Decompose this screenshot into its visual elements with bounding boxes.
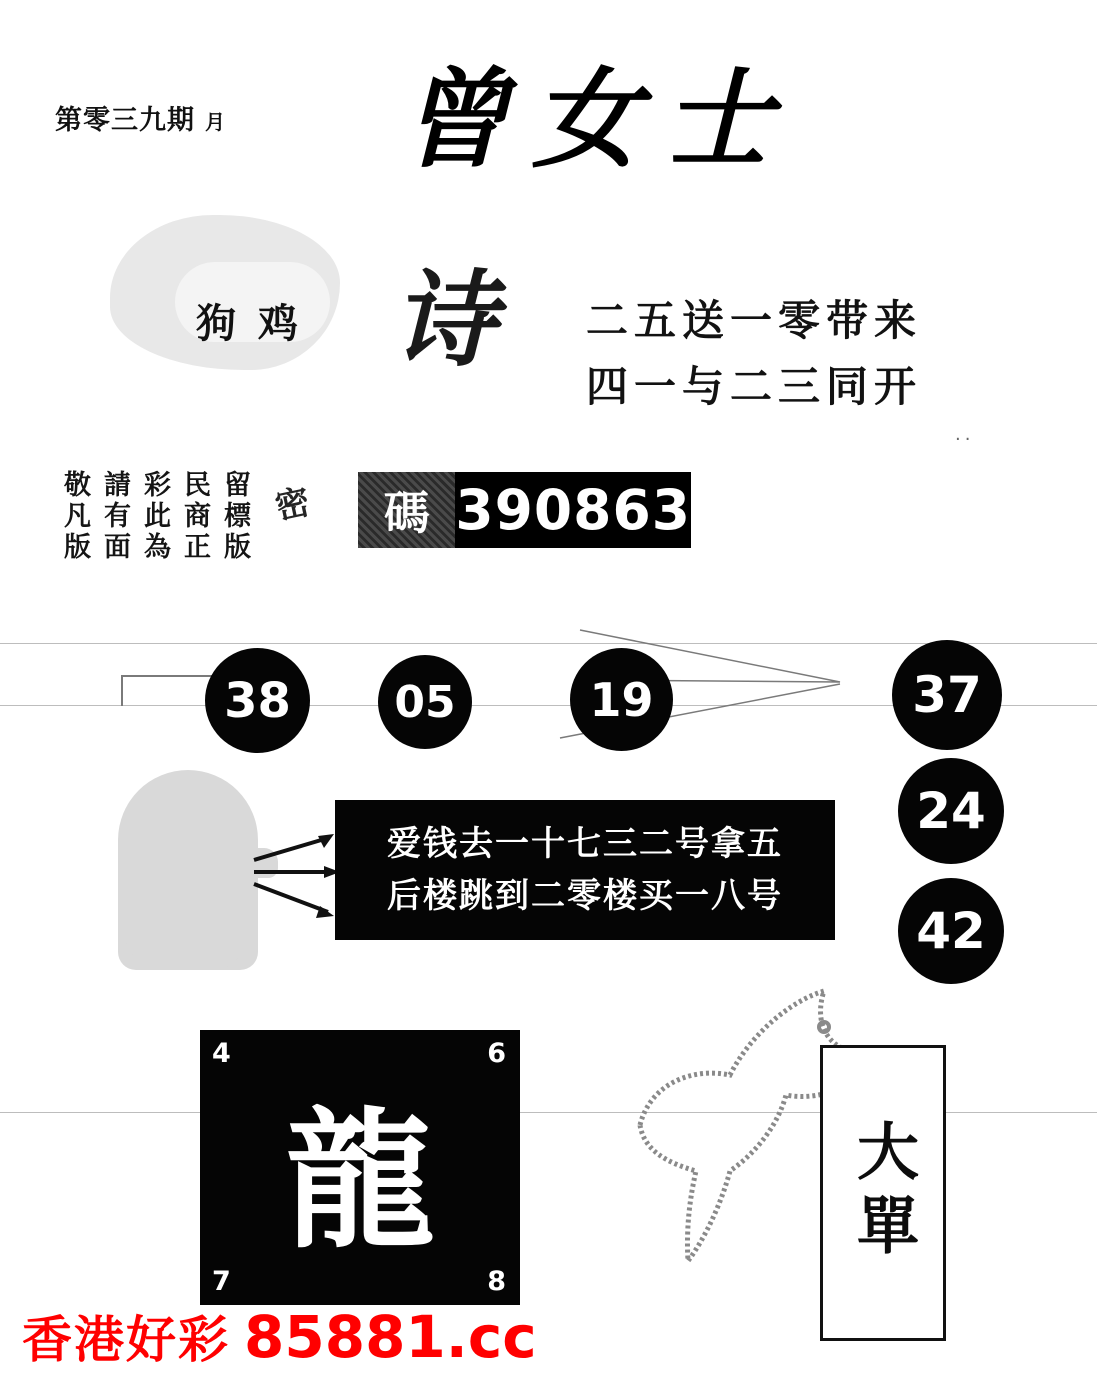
code-label: 碼 [358,472,455,548]
poem-section-character: 诗 [392,258,497,381]
message-line-1: 爱钱去一十七三二号拿五 [387,824,783,864]
footer-site-url: 85881.cc [244,1303,537,1371]
number-ball: 05 [378,655,472,749]
footer-watermark [22,1300,537,1372]
number-ball: 38 [205,648,310,753]
corner-number-top-right: 6 [487,1038,506,1069]
message-line-2: 后楼跳到二零楼买一八号 [387,876,783,916]
dragon-character: 龍 [284,1092,435,1269]
number-ball: 37 [892,640,1002,750]
code-banner [358,472,691,548]
corner-number-bottom-right: 8 [487,1266,506,1297]
number-ball: 19 [570,648,673,751]
zodiac-animal-dog: 狗 [196,300,236,347]
footer-site-name: 香港好彩 [22,1311,230,1369]
head-jaw-shape [124,890,244,970]
message-banner [335,800,835,940]
poem-block [586,288,1046,420]
poem-line-2: 四一与二三同开 [586,362,923,411]
issue-number-text: 第零三九期 [55,105,195,136]
code-value: 390863 [455,478,691,542]
seal-stamp: 密 [271,481,314,529]
tablet-text: 大單 [846,1119,920,1267]
head-silhouette-icon [118,770,258,970]
number-ball: 42 [898,878,1004,984]
notice-column-4: 民商正 [179,470,210,563]
notice-block [52,470,252,580]
poem-line-1: 二五送一零带来 [586,296,923,345]
poem-trailing-dots: .. [955,424,975,445]
corner-number-top-left: 4 [212,1038,231,1069]
tablet-label [820,1045,946,1341]
notice-column-3: 彩此為 [139,470,170,563]
corner-number-bottom-left: 7 [212,1266,231,1297]
notice-column-1: 敬凡版 [59,470,90,563]
notice-column-5: 留標版 [219,470,250,563]
issue-month-mark: 月 [205,110,226,134]
ball-connector-lines [520,620,850,750]
number-ball: 24 [898,758,1004,864]
page-title: 曾女士 [400,57,797,183]
issue-number [55,98,226,137]
dragon-character-box [200,1030,520,1305]
zodiac-animal-rooster: 鸡 [258,300,298,347]
notice-column-2: 請有面 [99,470,130,563]
